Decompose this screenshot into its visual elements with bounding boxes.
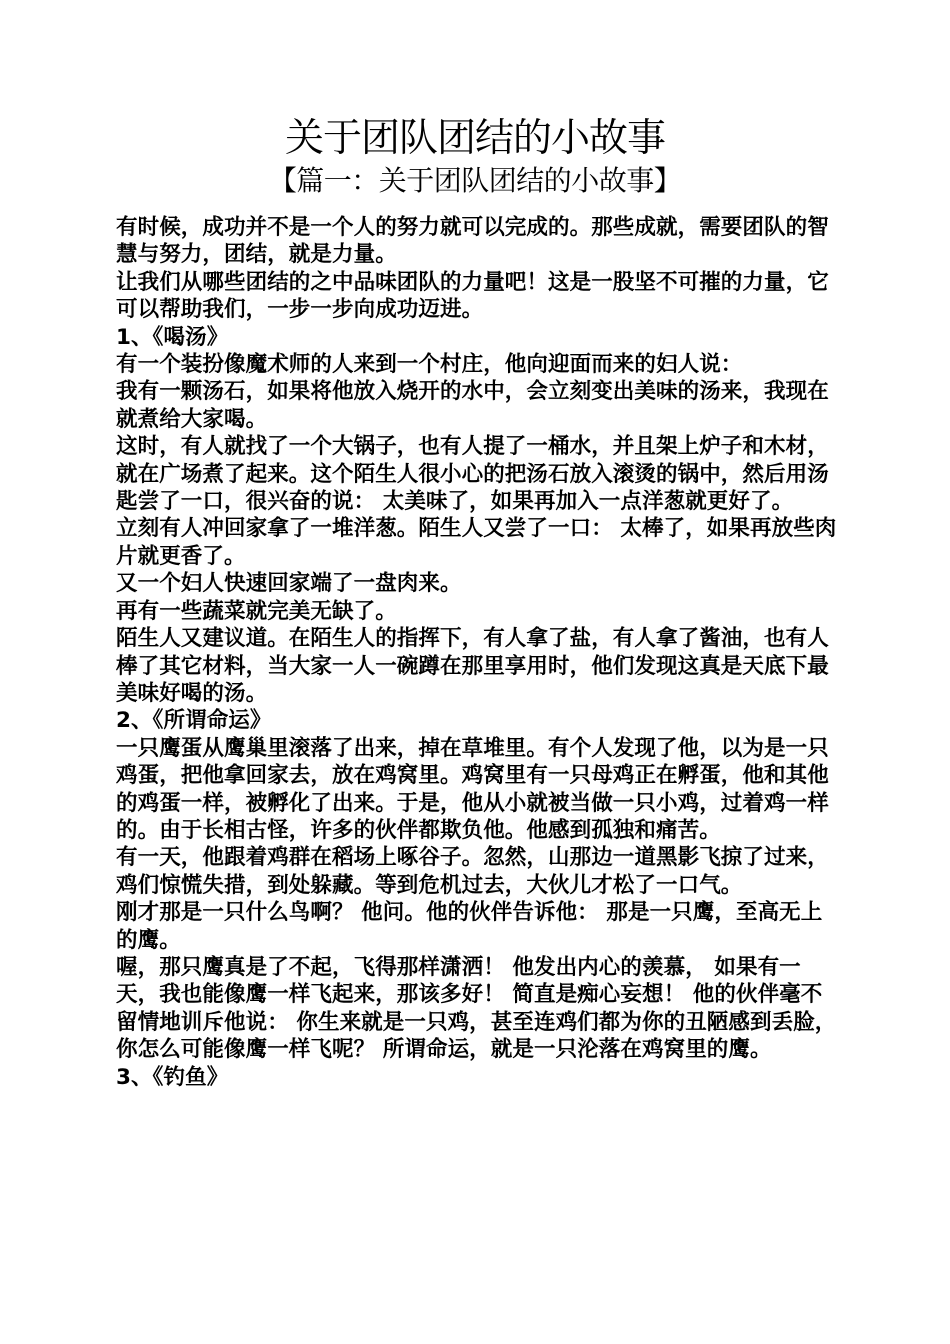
paragraph: 又一个妇人快速回家端了一盘肉来。 xyxy=(116,571,462,597)
paragraph: 陌生人又建议道。在陌生人的指挥下，有人拿了盐，有人拿了酱油，也有人棒了其它材料，当大家一人一碗蹲在那里享用时，他们发现这真是天底下最美味好喝的汤。 xyxy=(116,626,829,706)
paragraph: 有时候，成功并不是一个人的努力就可以完成的。那些成就，需要团队的智慧与努力，团结，就是力量。 xyxy=(116,215,829,268)
paragraph: 有一个装扮像魔术师的人来到一个村庄，他向迎面而来的妇人说： xyxy=(116,352,743,378)
document-subtitle: 【篇一：关于团队团结的小故事】 xyxy=(268,164,682,197)
document-title: 关于团队团结的小故事 xyxy=(284,116,665,161)
paragraph: 一只鹰蛋从鹰巢里滚落了出来，掉在草堆里。有个人发现了他，以为是一只鸡蛋，把他拿回家去，放在鸡窝里。鸡窝里有一只母鸡正在孵蛋，他和其他的鸡蛋一样，被孵化了出来。于是，他从小就被当做一只小鸡，过着鸡一样的。由于长相古怪，许多的伙伴都欺负他。他感到孤独和痛苦。 xyxy=(116,735,829,843)
document-body xyxy=(116,214,838,1091)
section-heading: 2、《所谓命运》 xyxy=(116,708,272,734)
paragraph: 这时，有人就找了一个大锅子，也有人提了一桶水，并且架上炉子和木材，就在广场煮了起来。这个陌生人很小心的把汤石放入滚烫的锅中，然后用汤匙尝了一口，很兴奋的说： 太美味了，如果再加入一点洋葱就更好了。 xyxy=(116,434,829,515)
paragraph: 有一天，他跟着鸡群在稻场上啄谷子。忽然，山那边一道黑影飞掠了过来，鸡们惊慌失措，到处躲藏。等到危机过去，大伙儿才松了一口气。 xyxy=(116,845,829,898)
paragraph: 让我们从哪些团结的之中品味团队的力量吧！这是一股坚不可摧的力量，它可以帮助我们，一步一步向成功迈进。 xyxy=(116,269,829,323)
paragraph: 我有一颗汤石，如果将他放入烧开的水中，会立刻变出美味的汤来，我现在就煮给大家喝。 xyxy=(116,379,829,432)
section-heading: 3、《钓鱼》 xyxy=(116,1064,229,1090)
paragraph: 再有一些蔬菜就完美无缺了。 xyxy=(116,598,397,624)
section-heading: 1、《喝汤》 xyxy=(116,324,229,350)
paragraph: 刚才那是一只什么鸟啊？ 他问。他的伙伴告诉他： 那是一只鹰，至高无上的鹰。 xyxy=(116,900,823,953)
paragraph: 喔，那只鹰真是了不起，飞得那样潇洒！ 他发出内心的羡慕， 如果有一天，我也能像鹰一样飞起来，那该多好！ 简直是痴心妄想！ 他的伙伴毫不留情地训斥他说： 你生来就是一只鸡，甚至连鸡们都为你的丑陋感到丢脸，你怎么可能像鹰一样飞呢？ 所谓命运，就是一只沦落在鸡窝里的鹰。 xyxy=(116,954,837,1063)
paragraph: 立刻有人冲回家拿了一堆洋葱。陌生人又尝了一口： 太棒了，如果再放些肉片就更香了。 xyxy=(116,516,837,569)
